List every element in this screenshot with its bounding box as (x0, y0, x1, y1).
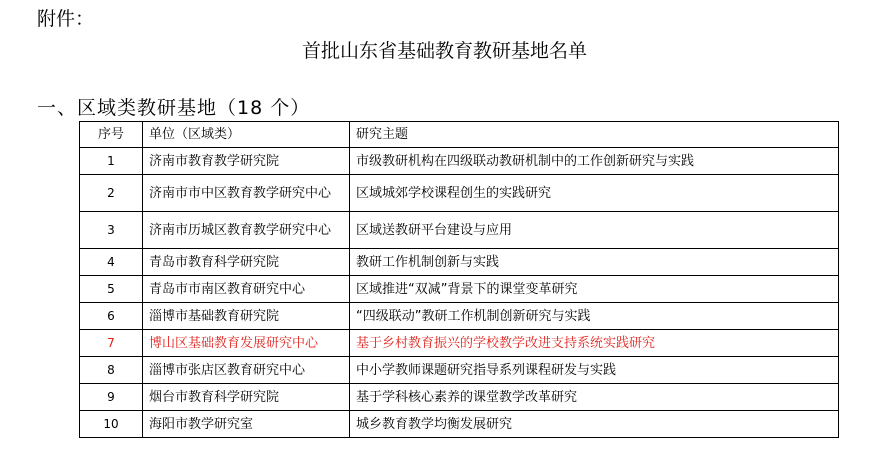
table-row (80, 249, 839, 276)
row-topic: 区域送教研平台建设与应用 (350, 212, 839, 249)
row-unit: 青岛市市南区教育研究中心 (143, 276, 350, 303)
table-row (80, 148, 839, 175)
row-unit: 博山区基础教育发展研究中心 (143, 330, 350, 357)
table-row (80, 276, 839, 303)
section-heading: 一、区域类教研基地（18 个） (37, 97, 311, 119)
attachment-label: 附件： (37, 8, 95, 30)
table-row (80, 303, 839, 330)
row-number: 10 (80, 411, 143, 438)
base-list-table (79, 121, 839, 438)
row-topic: 中小学教师课题研究指导系列课程研发与实践 (350, 357, 839, 384)
table-row (80, 357, 839, 384)
row-topic: 基于乡村教育振兴的学校教学改进支持系统实践研究 (350, 330, 839, 357)
row-topic: 市级教研机构在四级联动教研机制中的工作创新研究与实践 (350, 148, 839, 175)
header-topic: 研究主题 (350, 122, 839, 148)
row-topic: 基于学科核心素养的课堂教学改革研究 (350, 384, 839, 411)
row-unit: 烟台市教育科学研究院 (143, 384, 350, 411)
row-unit: 青岛市教育科学研究院 (143, 249, 350, 276)
table-row (80, 212, 839, 249)
document-title: 首批山东省基础教育教研基地名单 (301, 40, 587, 62)
header-unit: 单位（区域类） (143, 122, 350, 148)
table-row (80, 175, 839, 212)
table-row (80, 384, 839, 411)
row-number: 8 (80, 357, 143, 384)
row-topic: 教研工作机制创新与实践 (350, 249, 839, 276)
header-number: 序号 (80, 122, 143, 148)
row-number: 6 (80, 303, 143, 330)
row-unit: 济南市教育教学研究院 (143, 148, 350, 175)
table-row (80, 411, 839, 438)
row-topic: 区域推进“双减”背景下的课堂变革研究 (350, 276, 839, 303)
table-header-row (80, 122, 839, 148)
row-unit: 海阳市教学研究室 (143, 411, 350, 438)
row-unit: 济南市历城区教育教学研究中心 (143, 212, 350, 249)
row-number: 4 (80, 249, 143, 276)
row-topic: “四级联动”教研工作机制创新研究与实践 (350, 303, 839, 330)
row-unit: 济南市市中区教育教学研究中心 (143, 175, 350, 212)
row-unit: 淄博市张店区教育研究中心 (143, 357, 350, 384)
row-number: 9 (80, 384, 143, 411)
row-number: 5 (80, 276, 143, 303)
row-unit: 淄博市基础教育研究院 (143, 303, 350, 330)
row-number: 2 (80, 175, 143, 212)
row-number: 3 (80, 212, 143, 249)
row-topic: 区域城郊学校课程创生的实践研究 (350, 175, 839, 212)
row-topic: 城乡教育教学均衡发展研究 (350, 411, 839, 438)
table-row-highlighted (80, 330, 839, 357)
row-number: 1 (80, 148, 143, 175)
row-number: 7 (80, 330, 143, 357)
